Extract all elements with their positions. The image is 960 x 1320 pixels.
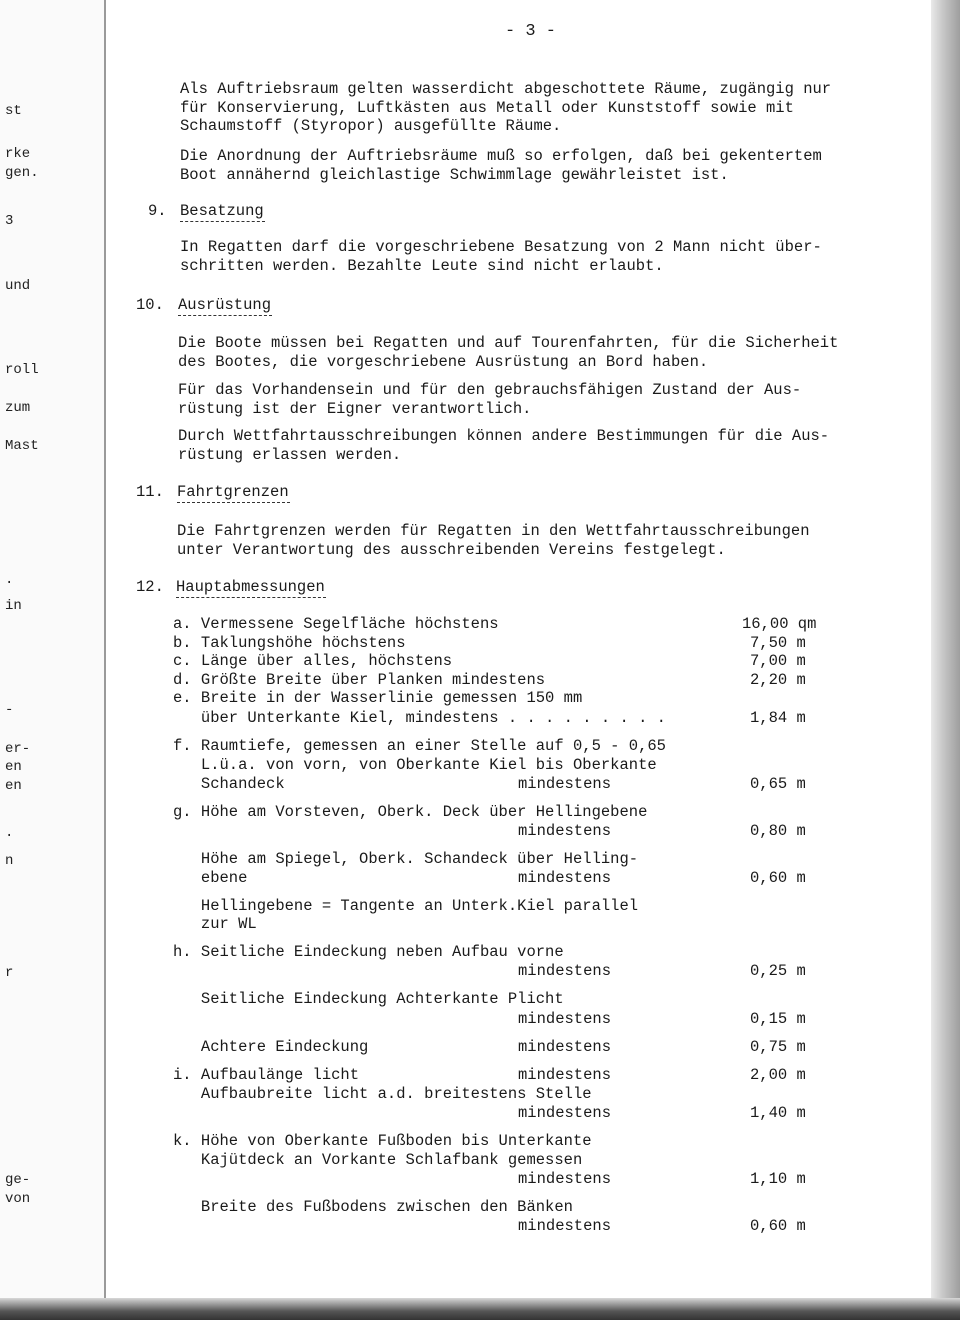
measurement-value: 1,84 m — [750, 709, 806, 727]
measurement-qualifier: mindestens — [518, 775, 612, 793]
scan-edge-right — [931, 0, 960, 1320]
measurement-value: 16,00 qm — [742, 615, 817, 633]
paragraph-line: Die Fahrtgrenzen werden für Regatten in den Wettfahrtausschreibungen — [177, 522, 810, 540]
section-number: 9. — [148, 202, 167, 220]
measurement-label: Achtere Eindeckung — [173, 1038, 369, 1056]
measurement-label: g. Höhe am Vorsteven, Oberk. Deck über Hellingebene — [173, 803, 648, 821]
measurement-qualifier: mindestens — [518, 1104, 612, 1122]
section-number: 11. — [136, 483, 164, 501]
measurement-label: c. Länge über alles, höchstens — [173, 652, 453, 670]
measurement-label: e. Breite in der Wasserlinie gemessen 150 mm — [173, 689, 583, 707]
underlying-page — [0, 0, 106, 1300]
measurement-qualifier: mindestens — [518, 1170, 612, 1188]
measurement-label: Hellingebene = Tangente an Unterk.Kiel parallel — [173, 897, 639, 915]
edge-fragment: en — [5, 778, 22, 794]
edge-fragment: von — [5, 1191, 31, 1207]
measurement-qualifier: mindestens — [518, 962, 612, 980]
measurement-label: Kajütdeck an Vorkante Schlafbank gemessen — [173, 1151, 583, 1169]
heading-underline — [180, 221, 265, 222]
measurement-value: 0,60 m — [750, 869, 806, 887]
measurement-value: 0,60 m — [750, 1217, 806, 1235]
heading-underline — [177, 502, 290, 503]
measurement-qualifier: mindestens — [518, 1217, 612, 1235]
measurement-qualifier: mindestens — [518, 869, 612, 887]
edge-fragment: en — [5, 759, 22, 775]
measurement-label: ebene — [173, 869, 248, 887]
measurement-label: k. Höhe von Oberkante Fußboden bis Unterkante — [173, 1132, 592, 1150]
measurement-value: 0,25 m — [750, 962, 806, 980]
measurement-label: Seitliche Eindeckung Achterkante Plicht — [173, 990, 564, 1008]
measurement-qualifier: mindestens — [518, 822, 612, 840]
section-number: 12. — [136, 578, 164, 596]
intro-line: Die Anordnung der Auftriebsräume muß so erfolgen, daß bei gekentertem — [180, 147, 822, 165]
scan-edge-bottom — [0, 1298, 960, 1320]
paragraph-line: rüstung erlassen werden. — [178, 445, 402, 464]
measurement-label: b. Taklungshöhe höchstens — [173, 634, 406, 652]
paragraph-line: schritten werden. Bezahlte Leute sind nicht erlaubt. — [180, 256, 664, 275]
edge-fragment: roll — [5, 362, 39, 378]
edge-fragment: gen. — [5, 165, 39, 181]
section-heading: Hauptabmessungen — [176, 578, 325, 596]
page-number: - 3 - — [505, 22, 557, 41]
measurement-label: zur WL — [173, 915, 257, 933]
measurement-label: Schandeck — [173, 775, 285, 793]
edge-fragment: n — [5, 853, 14, 869]
measurement-qualifier: mindestens — [518, 1038, 612, 1056]
edge-fragment: . — [5, 572, 14, 588]
edge-fragment: und — [5, 278, 31, 294]
paragraph-line: Für das Vorhandensein und für den gebrauchsfähigen Zustand der Aus- — [178, 381, 802, 399]
measurement-label: über Unterkante Kiel, mindestens . . . . . . . . . — [173, 709, 666, 727]
measurement-qualifier: mindestens — [518, 1010, 612, 1028]
measurement-qualifier: mindestens — [518, 1066, 612, 1084]
intro-line: für Konservierung, Luftkästen aus Metall oder Kunststoff sowie mit — [180, 98, 794, 117]
edge-fragment: rke — [5, 146, 31, 162]
measurement-label: a. Vermessene Segelfläche höchstens — [173, 615, 499, 633]
paragraph-line: In Regatten darf die vorgeschriebene Besatzung von 2 Mann nicht über- — [180, 238, 822, 256]
paragraph-line: des Bootes, die vorgeschriebene Ausrüstung an Bord haben. — [178, 352, 709, 371]
measurement-value: 2,00 m — [750, 1066, 806, 1084]
measurement-label: h. Seitliche Eindeckung neben Aufbau vorne — [173, 943, 564, 961]
measurement-value: 1,40 m — [750, 1104, 806, 1122]
section-heading: Besatzung — [180, 202, 264, 220]
heading-underline — [178, 315, 272, 316]
measurement-label: Breite des Fußbodens zwischen den Bänken — [173, 1198, 573, 1216]
measurement-label: L.ü.a. von vorn, von Oberkante Kiel bis Oberkante — [173, 756, 657, 774]
edge-fragment: 3 — [5, 213, 14, 229]
edge-fragment: ge- — [5, 1172, 31, 1188]
edge-fragment: er- — [5, 741, 31, 757]
measurement-value: 0,65 m — [750, 775, 806, 793]
paragraph-line: rüstung ist der Eigner verantwortlich. — [178, 399, 532, 418]
measurement-value: 0,15 m — [750, 1010, 806, 1028]
measurement-value: 0,75 m — [750, 1038, 806, 1056]
measurement-label: i. Aufbaulänge licht — [173, 1066, 360, 1084]
section-heading: Fahrtgrenzen — [177, 483, 289, 501]
paragraph-line: Durch Wettfahrtausschreibungen können andere Bestimmungen für die Aus- — [178, 427, 830, 445]
heading-underline — [176, 597, 326, 598]
intro-line: Boot annähernd gleichlastige Schwimmlage gewährleistet ist. — [180, 165, 729, 184]
edge-fragment: in — [5, 598, 22, 614]
section-heading: Ausrüstung — [178, 296, 272, 314]
intro-line: Als Auftriebsraum gelten wasserdicht abgeschottete Räume, zugängig nur — [180, 80, 832, 98]
intro-line: Schaumstoff (Styropor) ausgefüllte Räume. — [180, 117, 562, 135]
section-number: 10. — [136, 296, 164, 314]
measurement-label: Aufbaubreite licht a.d. breitestens Stelle — [173, 1085, 592, 1103]
edge-fragment: Mast — [5, 438, 39, 454]
measurement-label: d. Größte Breite über Planken mindestens — [173, 671, 546, 689]
measurement-label: f. Raumtiefe, gemessen an einer Stelle auf 0,5 - 0,65 — [173, 737, 666, 755]
edge-fragment: zum — [5, 400, 31, 416]
edge-fragment: st — [5, 103, 22, 119]
paragraph-line: Die Boote müssen bei Regatten und auf Tourenfahrten, für die Sicherheit — [178, 334, 839, 352]
edge-fragment: - — [5, 702, 14, 718]
measurement-label: Höhe am Spiegel, Oberk. Schandeck über Helling- — [173, 850, 639, 868]
measurement-value: 0,80 m — [750, 822, 806, 840]
measurement-value: 7,00 m — [750, 652, 806, 670]
measurement-value: 1,10 m — [750, 1170, 806, 1188]
edge-fragment: r — [5, 965, 14, 981]
measurement-value: 2,20 m — [750, 671, 806, 689]
paragraph-line: unter Verantwortung des ausschreibenden Vereins festgelegt. — [177, 540, 726, 559]
measurement-value: 7,50 m — [750, 634, 806, 652]
edge-fragment: . — [5, 825, 14, 841]
